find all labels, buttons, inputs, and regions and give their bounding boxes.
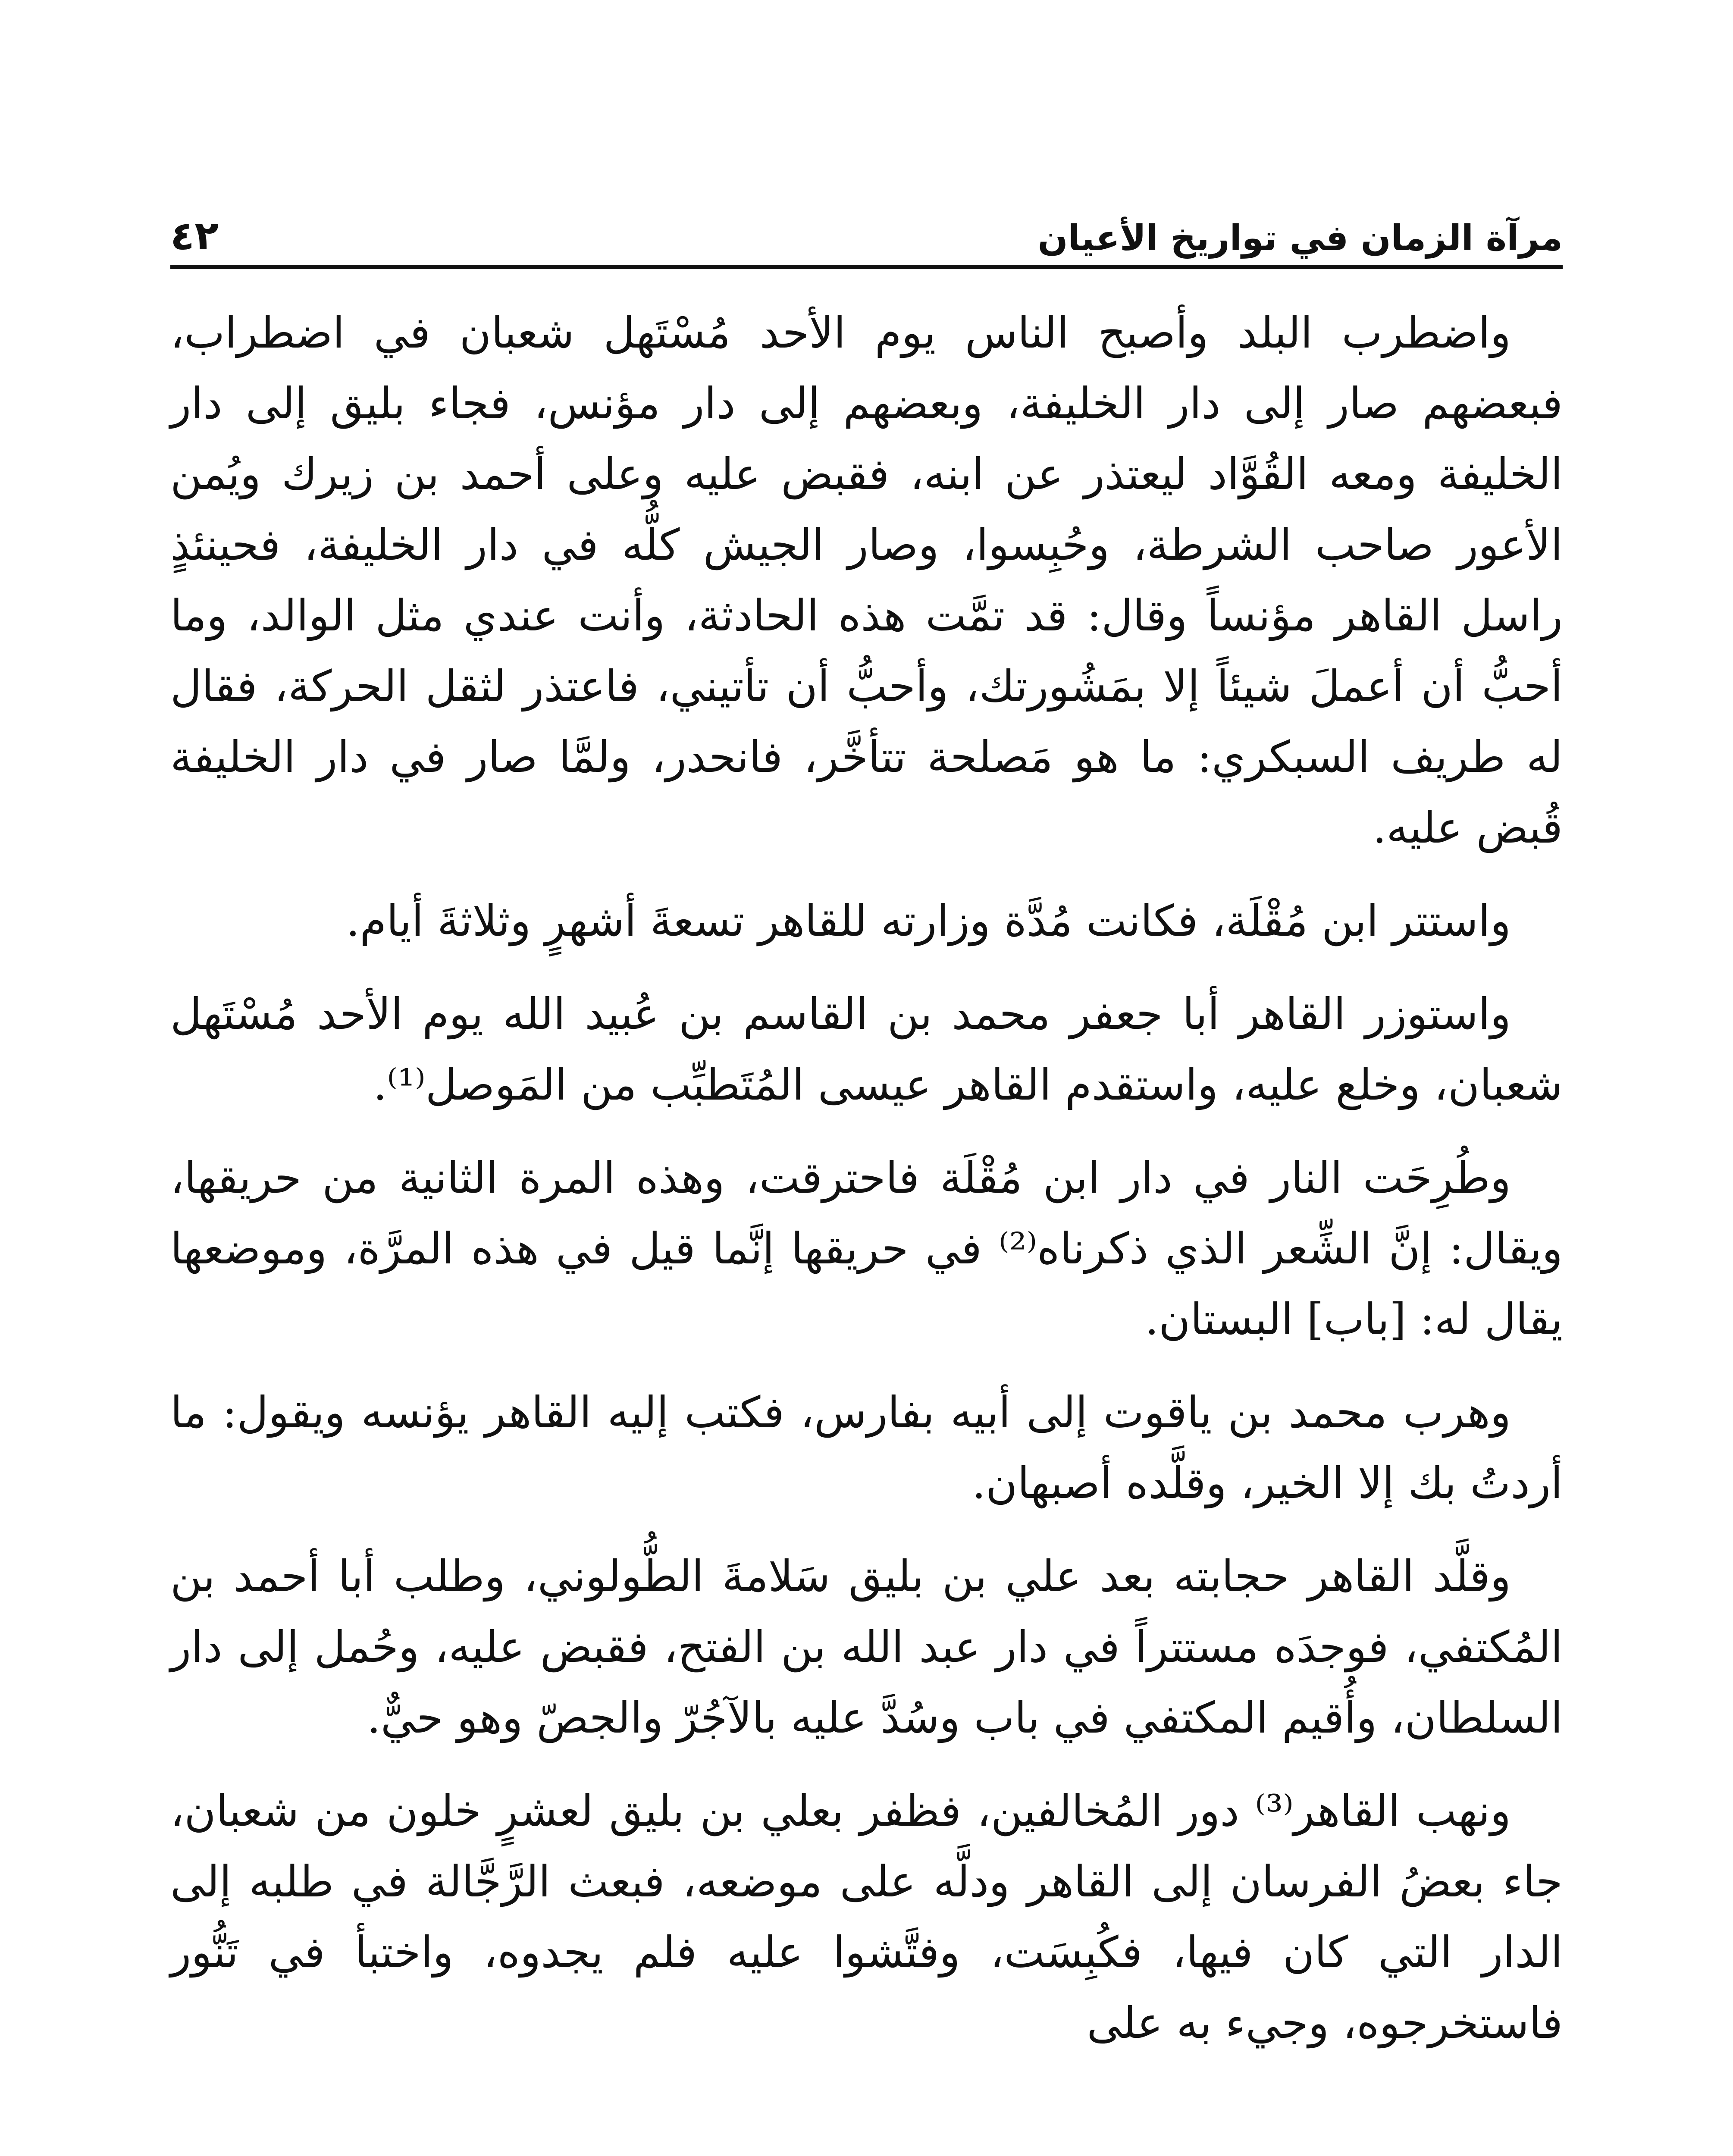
running-title: مرآة الزمان في تواريخ الأعيان [1037, 218, 1563, 259]
paragraph: واستتر ابن مُقْلَة، فكانت مُدَّة وزارته للقاهر تسعةَ أشهرٍ وثلاثةَ أيام. [346, 896, 1511, 946]
paragraph: وطُرِحَت النار في دار ابن مُقْلَة فاحترقت، وهذه المرة الثانية من حريقها، ويقال: إنَّ الشِّعر الذي ذكرناه⁽²⁾ في حريقها إنَّما قيل في هذه المرَّة، وموضعها يقال له: [باب] البستان. [170, 1153, 1563, 1344]
paragraph: ونهب القاهر⁽³⁾ دور المُخالفين، فظفر بعلي بن بليق لعشرٍ خلون من شعبان، جاء بعضُ الفرسان إلى القاهر ودلَّه على موضعه، فبعث الرَّجَّالة في طلبه إلى الدار التي كان فيها، فكُبِسَت، وفتَّشوا عليه فلم يجدوه، واختبأ في تَنُّور فاستخرجوه، وجيء به على [170, 1786, 1563, 2048]
paragraph: واستوزر القاهر أبا جعفر محمد بن القاسم بن عُبيد الله يوم الأحد مُسْتَهل شعبان، وخلع عليه، واستقدم القاهر عيسى المُتَطبِّب من المَوصل⁽¹⁾. [170, 989, 1563, 1110]
page-header [170, 177, 1563, 259]
paragraph: وقلَّد القاهر حجابته بعد علي بن بليق سَلامةَ الطُّولوني، وطلب أبا أحمد بن المُكتفي، فوجدَه مستتراً في دار عبد الله بن الفتح، فقبض عليه، وحُمل إلى دار السلطان، وأُقيم المكتفي في باب وسُدَّ عليه بالآجُرّ والجصّ وهو حيٌّ. [170, 1551, 1563, 1743]
main-text [170, 298, 1563, 2081]
paragraph: واضطرب البلد وأصبح الناس يوم الأحد مُسْتَهل شعبان في اضطراب، فبعضهم صار إلى دار الخليفة، وبعضهم إلى دار مؤنس، فجاء بليق إلى دار الخليفة ومعه القُوَّاد ليعتذر عن ابنه، فقبض عليه وعلى أحمد بن زيرك ويُمن الأعور صاحب الشرطة، وحُبِسوا، وصار الجيش كلُّه في دار الخليفة، فحينئذٍ راسل القاهر مؤنساً وقال: قد تمَّت هذه الحادثة، وأنت عندي مثل الوالد، وما أحبُّ أن أعملَ شيئاً إلا بمَشُورتك، وأحبُّ أن تأتيني، فاعتذر لثقل الحركة، فقال له طريف السبكري: ما هو مَصلحة تتأخَّر، فانحدر، ولمَّا صار في دار الخليفة قُبض عليه. [170, 307, 1563, 853]
header-rule [170, 265, 1563, 269]
paragraph: وهرب محمد بن ياقوت إلى أبيه بفارس، فكتب إليه القاهر يؤنسه ويقول: ما أردتُ بك إلا الخير، وقلَّده أصبهان. [170, 1387, 1563, 1508]
page-number: ٤٢ [170, 213, 219, 259]
